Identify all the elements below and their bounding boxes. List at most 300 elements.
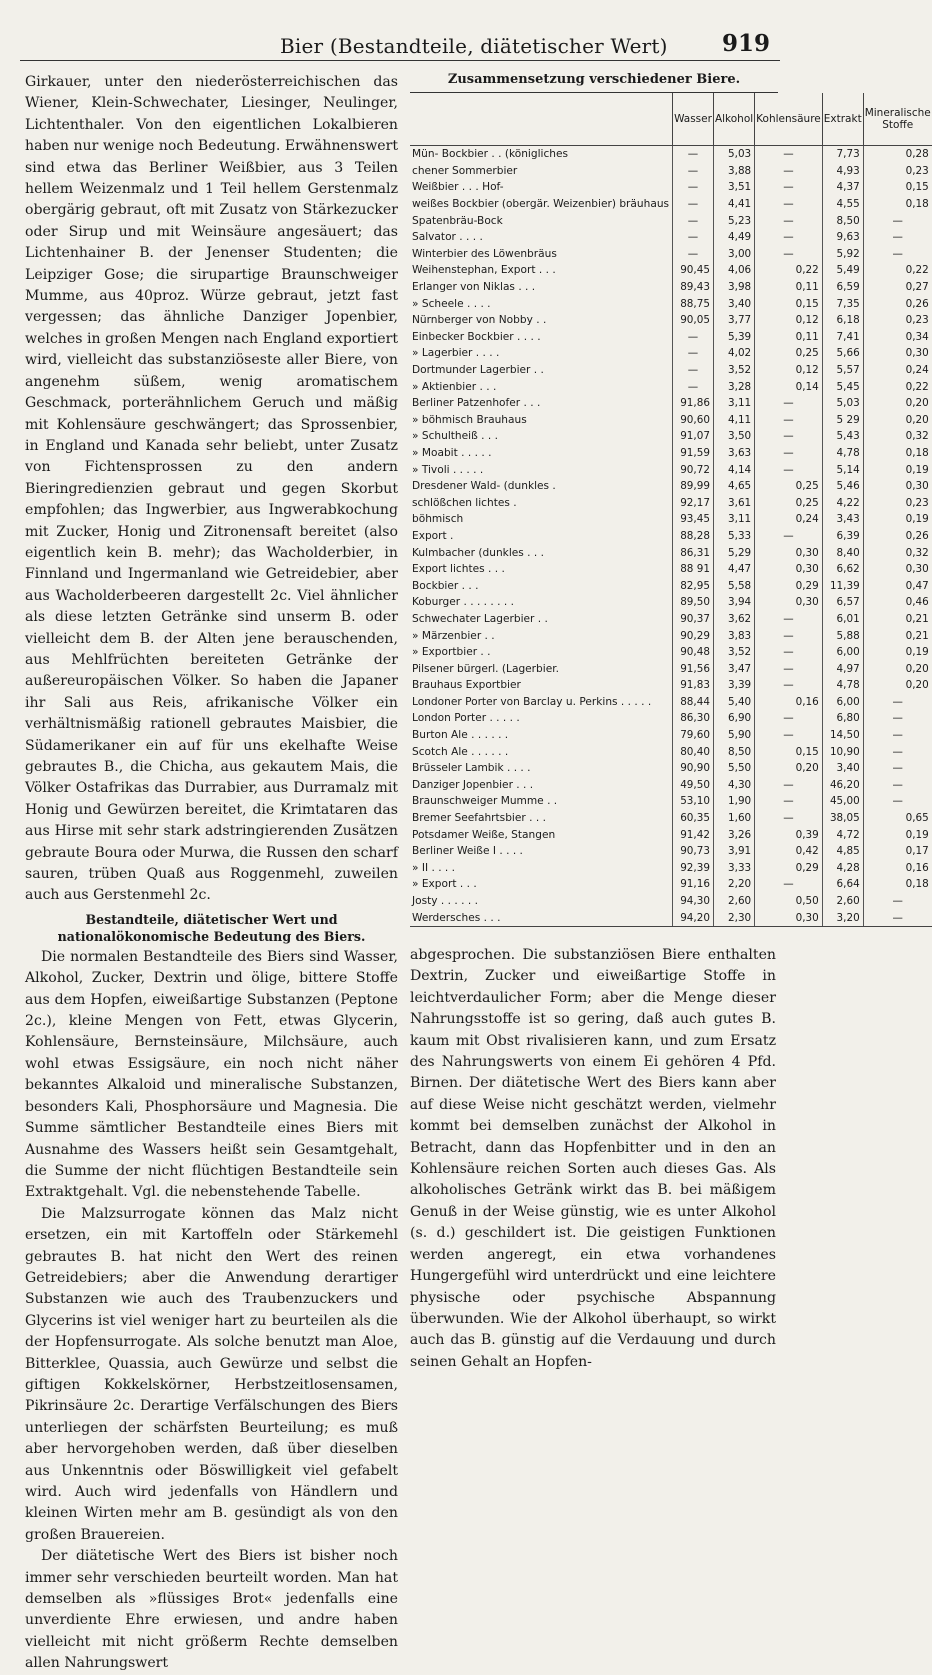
table-row <box>410 777 932 794</box>
value-cell: 0,25 <box>755 478 823 495</box>
paragraph-dietetic-value: Der diätetische Wert des Biers ist bisher noch immer sehr verschieden beurteilt worden. Man hat demselben als »flüssiges Brot« jedenfalls eine unverdiente Ehre erwiesen, und andre haben vielleicht mit nicht größerm Rechte demselben allen Nahrungswert <box>25 1548 398 1672</box>
table-row <box>410 179 932 196</box>
table-row <box>410 163 932 180</box>
section-heading: Bestandteile, diätetischer Wert und nationalökonomische Bedeutung des Biers. <box>57 911 366 944</box>
value-cell: 0,19 <box>863 644 932 661</box>
beer-name-cell: Export . <box>412 529 454 542</box>
beer-name-cell: Kulmbacher (dunkles . . . <box>412 546 544 559</box>
value-cell: 0,24 <box>863 362 932 379</box>
value-cell: — <box>863 743 932 760</box>
value-cell: 0,20 <box>863 677 932 694</box>
value-cell: 89,99 <box>673 478 714 495</box>
left-column <box>25 72 398 1675</box>
value-cell: 3,39 <box>713 677 754 694</box>
column-header: Alkohol <box>713 93 754 146</box>
value-cell: 8,40 <box>822 544 863 561</box>
value-cell: 0,20 <box>863 395 932 412</box>
value-cell: — <box>755 163 823 180</box>
table-row <box>410 196 932 213</box>
table-row <box>410 146 932 163</box>
value-cell: 3,52 <box>713 644 754 661</box>
value-cell: 1,60 <box>713 810 754 827</box>
value-cell: 4,11 <box>713 412 754 429</box>
value-cell: — <box>673 196 714 213</box>
beer-name-cell: London Porter . . . . . <box>412 712 520 725</box>
value-cell: 0,21 <box>863 627 932 644</box>
table-row <box>410 594 932 611</box>
beer-name-cell: Bockbier . . . <box>412 579 479 592</box>
beer-name-cell: Burton Ale . . . . . . <box>412 729 509 742</box>
value-cell: 3,11 <box>713 511 754 528</box>
value-cell: 5,39 <box>713 329 754 346</box>
value-cell: 0,20 <box>755 760 823 777</box>
page-number: 919 <box>721 30 770 57</box>
table-row <box>410 793 932 810</box>
value-cell: — <box>755 611 823 628</box>
value-cell: — <box>863 246 932 263</box>
beer-name-cell: Spatenbräu-Bock <box>412 214 503 227</box>
beer-name-cell: » Märzenbier . . <box>412 629 495 642</box>
table-row <box>410 876 932 893</box>
beer-name-cell: Nürnberger von Nobby . . <box>412 314 547 327</box>
beer-name-cell: » böhmisch Brauhaus <box>412 413 527 426</box>
table-row <box>410 229 932 246</box>
value-cell: 0,22 <box>755 262 823 279</box>
value-cell: 3,43 <box>822 511 863 528</box>
beer-name-cell: Schwechater Lagerbier . . <box>412 612 548 625</box>
beer-name-cell: Dortmunder Lagerbier . . <box>412 364 544 377</box>
value-cell: 0,30 <box>755 544 823 561</box>
value-cell: 7,35 <box>822 295 863 312</box>
value-cell: 0,32 <box>863 544 932 561</box>
value-cell: 0,11 <box>755 279 823 296</box>
value-cell: 53,10 <box>673 793 714 810</box>
table-row <box>410 445 932 462</box>
value-cell: 0,18 <box>863 445 932 462</box>
value-cell: 3,20 <box>822 909 863 926</box>
table-title: Zusammensetzung verschiedener Biere. <box>410 72 778 93</box>
value-cell: 0,18 <box>863 196 932 213</box>
value-cell: 4,47 <box>713 561 754 578</box>
value-cell: 0,22 <box>863 262 932 279</box>
table-row <box>410 644 932 661</box>
value-cell: 90,37 <box>673 611 714 628</box>
beer-name-cell: Werdersches . . . <box>410 909 673 926</box>
value-cell: 0,30 <box>863 561 932 578</box>
value-cell: 0,12 <box>755 312 823 329</box>
value-cell: 0,32 <box>863 428 932 445</box>
value-cell: — <box>863 760 932 777</box>
value-cell: — <box>863 727 932 744</box>
table-row <box>410 428 932 445</box>
value-cell: 6,01 <box>822 611 863 628</box>
value-cell: 0,24 <box>755 511 823 528</box>
table-row <box>410 312 932 329</box>
value-cell: — <box>673 163 714 180</box>
value-cell: 4,02 <box>713 345 754 362</box>
table-row <box>410 212 932 229</box>
value-cell: 3,11 <box>713 395 754 412</box>
value-cell: 0,15 <box>863 179 932 196</box>
value-cell: 4,41 <box>713 196 754 213</box>
value-cell: 3,91 <box>713 843 754 860</box>
value-cell: 60,35 <box>673 810 714 827</box>
value-cell: 3,28 <box>713 378 754 395</box>
value-cell: 7,73 <box>822 146 863 163</box>
value-cell: 2,20 <box>713 876 754 893</box>
value-cell: 0,23 <box>863 494 932 511</box>
value-cell: 91,07 <box>673 428 714 445</box>
value-cell: 5,66 <box>822 345 863 362</box>
beer-name-cell: Erlanger von Niklas . . . <box>412 281 536 294</box>
value-cell: 8,50 <box>822 212 863 229</box>
value-cell: 3,62 <box>713 611 754 628</box>
value-cell: — <box>755 644 823 661</box>
table-row <box>410 611 932 628</box>
value-cell: 0,22 <box>863 378 932 395</box>
value-cell: 6,80 <box>822 710 863 727</box>
value-cell: 2,30 <box>713 909 754 926</box>
value-cell: 3,61 <box>713 494 754 511</box>
value-cell: 0,20 <box>863 412 932 429</box>
value-cell: 88,44 <box>673 694 714 711</box>
value-cell: 0,30 <box>863 478 932 495</box>
value-cell: 92,17 <box>673 494 714 511</box>
value-cell: 0,15 <box>755 743 823 760</box>
table-header-row <box>410 93 932 146</box>
table-row <box>410 478 932 495</box>
value-cell: 11,39 <box>822 577 863 594</box>
table-row <box>410 577 932 594</box>
beer-name-cell: Berliner Patzenhofer . . . <box>412 397 541 410</box>
table-row <box>410 528 932 545</box>
value-cell: 91,42 <box>673 826 714 843</box>
table-row <box>410 677 932 694</box>
beer-name-cell: » Schultheiß . . . <box>412 430 498 443</box>
value-cell: 49,50 <box>673 777 714 794</box>
beer-name-cell: Brauhaus Exportbier <box>412 679 521 692</box>
value-cell: 6,59 <box>822 279 863 296</box>
value-cell: — <box>755 395 823 412</box>
value-cell: 4,93 <box>822 163 863 180</box>
value-cell: 0,12 <box>755 362 823 379</box>
value-cell: — <box>755 876 823 893</box>
table-row <box>410 246 932 263</box>
value-cell: 3,40 <box>822 760 863 777</box>
column-header: Kohlensäure <box>755 93 823 146</box>
value-cell: 88 91 <box>673 561 714 578</box>
value-cell: 4,06 <box>713 262 754 279</box>
value-cell: — <box>673 329 714 346</box>
value-cell: 4,14 <box>713 461 754 478</box>
value-cell: — <box>673 229 714 246</box>
beer-name-cell: Export lichtes . . . <box>412 563 505 576</box>
value-cell: 0,27 <box>863 279 932 296</box>
value-cell: 0,29 <box>755 860 823 877</box>
value-cell: 9,63 <box>822 229 863 246</box>
beer-name-cell: Salvator . . . . <box>412 231 483 244</box>
value-cell: 90,90 <box>673 760 714 777</box>
value-cell: — <box>755 660 823 677</box>
value-cell: 0,65 <box>863 810 932 827</box>
value-cell: 0,14 <box>755 378 823 395</box>
table-row <box>410 810 932 827</box>
value-cell: — <box>673 179 714 196</box>
table-row <box>410 843 932 860</box>
value-cell: 91,83 <box>673 677 714 694</box>
beer-name-cell: » Tivoli . . . . . <box>412 463 484 476</box>
page-header <box>20 14 780 61</box>
value-cell: — <box>863 710 932 727</box>
value-cell: 0,30 <box>755 909 823 926</box>
value-cell: 4,78 <box>822 677 863 694</box>
beer-name-cell: » Moabit . . . . . <box>412 446 492 459</box>
value-cell: — <box>755 212 823 229</box>
value-cell: 88,28 <box>673 528 714 545</box>
value-cell: — <box>755 528 823 545</box>
value-cell: — <box>755 428 823 445</box>
table-row <box>410 362 932 379</box>
value-cell: 2,60 <box>713 893 754 910</box>
value-cell: 94,20 <box>673 909 714 926</box>
value-cell: — <box>755 229 823 246</box>
value-cell: 4,37 <box>822 179 863 196</box>
value-cell: 3,26 <box>713 826 754 843</box>
column-header: Mineralische Stoffe <box>863 93 932 146</box>
table-row <box>410 395 932 412</box>
value-cell: — <box>755 777 823 794</box>
beer-name-cell: » Aktienbier . . . <box>412 380 497 393</box>
value-cell: 6,90 <box>713 710 754 727</box>
value-cell: 5,92 <box>822 246 863 263</box>
beer-name-cell: Pilsener bürgerl. (Lagerbier. <box>412 662 559 675</box>
right-column-bottom-text <box>410 945 776 1373</box>
beer-name-cell: Brüsseler Lambik . . . . <box>412 762 531 775</box>
value-cell: 0,42 <box>755 843 823 860</box>
value-cell: 5,57 <box>822 362 863 379</box>
value-cell: 5,23 <box>713 212 754 229</box>
value-cell: 0,23 <box>863 312 932 329</box>
value-cell: 0,17 <box>863 843 932 860</box>
value-cell: 0,30 <box>863 345 932 362</box>
value-cell: 0,46 <box>863 594 932 611</box>
beer-name-cell: böhmisch <box>412 513 464 526</box>
value-cell: 10,90 <box>822 743 863 760</box>
beer-name-cell: schlößchen lichtes . <box>412 496 517 509</box>
value-cell: 0,26 <box>863 528 932 545</box>
value-cell: 0,21 <box>863 611 932 628</box>
value-cell: 4,78 <box>822 445 863 462</box>
table-row <box>410 279 932 296</box>
value-cell: 91,16 <box>673 876 714 893</box>
beer-name-cell: Berliner Weiße I . . . . <box>412 845 523 858</box>
value-cell: 82,95 <box>673 577 714 594</box>
value-cell: 46,20 <box>822 777 863 794</box>
running-title: Bier (Bestandteile, diätetischer Wert) <box>280 34 668 58</box>
beer-name-cell: Winterbier des Löwenbräus <box>412 247 557 260</box>
value-cell: 0,16 <box>863 860 932 877</box>
value-cell: — <box>755 677 823 694</box>
value-cell: 93,45 <box>673 511 714 528</box>
value-cell: — <box>863 793 932 810</box>
value-cell: 6,64 <box>822 876 863 893</box>
value-cell: 45,00 <box>822 793 863 810</box>
value-cell: — <box>755 412 823 429</box>
beer-name-cell: Weihenstephan, Export . . . <box>412 264 556 277</box>
paragraph-components: Die normalen Bestandteile des Biers sind Wasser, Alkohol, Zucker, Dextrin und ölige, bittere Stoffe aus dem Hopfen, eiweißartige Substanzen (Peptone 2c.), kleine Mengen von Fett, etwas Glycerin, Kohlensäure, Bernsteinsäure, Milchsäure, auch wohl etwas Essigsäure, ein noch nicht näher bekanntes Alkaloid und mineralische Substanzen, besonders Kali, Phosphorsäure und Magnesia. Die Summe sämtlicher Bestandteile eines Biers mit Ausnahme des Wassers heißt sein Gesamtgehalt, die Summe der nicht flüchtigen Bestandteile sein Extraktgehalt. Vgl. die nebenstehende Tabelle. <box>25 948 398 1201</box>
value-cell: 4,22 <box>822 494 863 511</box>
value-cell: 0,20 <box>863 660 932 677</box>
value-cell: 0,16 <box>755 694 823 711</box>
value-cell: 6,00 <box>822 644 863 661</box>
value-cell: — <box>673 345 714 362</box>
value-cell: 3,51 <box>713 179 754 196</box>
value-cell: — <box>863 909 932 926</box>
value-cell: 90,48 <box>673 644 714 661</box>
value-cell: 0,34 <box>863 329 932 346</box>
value-cell: 0,19 <box>863 826 932 843</box>
table-row <box>410 826 932 843</box>
value-cell: 5,03 <box>822 395 863 412</box>
value-cell: 3,83 <box>713 627 754 644</box>
value-cell: 0,15 <box>755 295 823 312</box>
value-cell: 4,55 <box>822 196 863 213</box>
beer-name-cell: Potsdamer Weiße, Stangen <box>412 828 556 841</box>
value-cell: 91,86 <box>673 395 714 412</box>
value-cell: 90,60 <box>673 412 714 429</box>
value-cell: 0,19 <box>863 461 932 478</box>
beer-name-cell: » II . . . . <box>412 861 456 874</box>
value-cell: 90,05 <box>673 312 714 329</box>
value-cell: 89,50 <box>673 594 714 611</box>
value-cell: 0,47 <box>863 577 932 594</box>
value-cell: 6,62 <box>822 561 863 578</box>
value-cell: — <box>863 212 932 229</box>
value-cell: 7,41 <box>822 329 863 346</box>
value-cell: 90,73 <box>673 843 714 860</box>
value-cell: 0,25 <box>755 494 823 511</box>
value-cell: 5,46 <box>822 478 863 495</box>
value-cell: — <box>755 179 823 196</box>
value-cell: 6,57 <box>822 594 863 611</box>
value-cell: — <box>673 246 714 263</box>
value-cell: 0,30 <box>755 594 823 611</box>
value-cell: 4,28 <box>822 860 863 877</box>
beer-name-cell: Mün- Bockbier . . (königliches <box>412 148 569 161</box>
beer-name-cell: » Lagerbier . . . . <box>412 347 500 360</box>
value-cell: 4,97 <box>822 660 863 677</box>
value-cell: 3,33 <box>713 860 754 877</box>
table-row <box>410 893 932 910</box>
value-cell: 91,59 <box>673 445 714 462</box>
table-row <box>410 909 932 926</box>
table-row <box>410 412 932 429</box>
beer-name-cell: Koburger . . . . . . . . <box>412 596 514 609</box>
value-cell: 90,72 <box>673 461 714 478</box>
value-cell: 4,85 <box>822 843 863 860</box>
paragraph-continuation: abgesprochen. Die substanziösen Biere enthalten Dextrin, Zucker und eiweißartige Stoffe in leichtverdaulicher Form; aber die Menge dieser Nahrungsstoffe ist so gering, daß auch gutes B. kaum mit Obst rivalisieren kann, und zum Ersatz des Nahrungswerts von einem Ei gehören 4 Pfd. Birnen. Der diätetische Wert des Biers kann aber auf diese Weise nicht geschätzt werden, vielmehr kommt bei demselben zunächst der Alkohol in Betracht, dann das Hopfenbitter und in den an Kohlensäure reichen Sorten auch dieses Gas. Als alkoholisches Getränk wirkt das B. bei mäßigem Genuß in der Weise günstig, wie es unter Alkohol (s. d.) geschildert ist. Die geistigen Funktionen werden angeregt, ein etwa vorhandenes Hungergefühl wird unterdrückt und eine leichtere physische oder psychische Abspannung überwunden. Wie der Alkohol überhaupt, so wirkt auch das B. günstig auf die Verdauung und durch seinen Gehalt an Hopfen- <box>410 947 776 1370</box>
value-cell: 3,63 <box>713 445 754 462</box>
table-row <box>410 345 932 362</box>
value-cell: — <box>755 810 823 827</box>
beer-name-cell: Weißbier . . . Hof- <box>412 181 504 194</box>
value-cell: 0,11 <box>755 329 823 346</box>
value-cell: 14,50 <box>822 727 863 744</box>
value-cell: — <box>673 378 714 395</box>
value-cell: — <box>673 212 714 229</box>
value-cell: — <box>755 445 823 462</box>
value-cell: 5,33 <box>713 528 754 545</box>
value-cell: 80,40 <box>673 743 714 760</box>
value-cell: 6,00 <box>822 694 863 711</box>
value-cell: — <box>755 793 823 810</box>
value-cell: 90,29 <box>673 627 714 644</box>
value-cell: — <box>863 229 932 246</box>
beer-name-cell: Danziger Jopenbier . . . <box>412 778 534 791</box>
value-cell: 5,50 <box>713 760 754 777</box>
table-row <box>410 627 932 644</box>
value-cell: 3,40 <box>713 295 754 312</box>
value-cell: 5,58 <box>713 577 754 594</box>
value-cell: 5,40 <box>713 694 754 711</box>
value-cell: 2,60 <box>822 893 863 910</box>
value-cell: 4,30 <box>713 777 754 794</box>
value-cell: 3,77 <box>713 312 754 329</box>
value-cell: 79,60 <box>673 727 714 744</box>
value-cell: 89,43 <box>673 279 714 296</box>
value-cell: 4,49 <box>713 229 754 246</box>
value-cell: 6,18 <box>822 312 863 329</box>
beer-name-cell: Londoner Porter von Barclay u. Perkins . . . . . <box>412 695 652 708</box>
table-row <box>410 378 932 395</box>
value-cell: 38,05 <box>822 810 863 827</box>
table-row <box>410 461 932 478</box>
value-cell: 3,94 <box>713 594 754 611</box>
value-cell: — <box>755 146 823 163</box>
value-cell: — <box>755 627 823 644</box>
value-cell: 5,14 <box>822 461 863 478</box>
column-header: Wasser <box>673 93 714 146</box>
value-cell: — <box>863 777 932 794</box>
value-cell: — <box>755 727 823 744</box>
value-cell: 5,88 <box>822 627 863 644</box>
value-cell: — <box>673 362 714 379</box>
value-cell: 5,90 <box>713 727 754 744</box>
table-row <box>410 329 932 346</box>
beer-name-cell: Josty . . . . . . <box>412 895 478 908</box>
value-cell: 94,30 <box>673 893 714 910</box>
value-cell: 86,31 <box>673 544 714 561</box>
value-cell: 0,25 <box>755 345 823 362</box>
value-cell: 3,52 <box>713 362 754 379</box>
beer-name-cell: weißes Bockbier (obergär. Weizenbier) bräuhaus <box>412 198 670 211</box>
value-cell: 3,00 <box>713 246 754 263</box>
value-cell: 0,19 <box>863 511 932 528</box>
table-row <box>410 511 932 528</box>
value-cell: — <box>755 461 823 478</box>
beer-name-cell: Scotch Ale . . . . . . <box>412 745 509 758</box>
value-cell: 0,50 <box>755 893 823 910</box>
value-cell: — <box>755 710 823 727</box>
value-cell: 88,75 <box>673 295 714 312</box>
value-cell: 4,72 <box>822 826 863 843</box>
beer-name-cell: Braunschweiger Mumme . . <box>412 795 558 808</box>
value-cell: 91,56 <box>673 660 714 677</box>
table-row <box>410 743 932 760</box>
paragraph-surrogates: Die Malzsurrogate können das Malz nicht ersetzen, ein mit Kartoffeln oder Stärkemehl gebrautes B. hat nicht den Wert des reinen Getreidebiers; aber die Anwendung derartiger Substanzen wie auch des Traubenzuckers und Glycerins ist viel weniger hart zu beurteilen als die der Hopfensurrogate. Als solche benutzt man Aloe, Bitterklee, Quassia, auch Gewürze und selbst die giftigen Kokkelskörner, Herbstzeitlosensamen, Pikrinsäure 2c. Derartige Verfälschungen des Biers unterliegen der schärfsten Beurteilung; es muß aber hervorgehoben werden, daß über dieselben aus Unkenntnis oder Böswilligkeit viel gefabelt wird. Auch wird jedenfalls von Händlern und kleinen Wirten mehr am B. gesündigt als von den großen Brauereien. <box>25 1205 398 1543</box>
value-cell: 5 29 <box>822 412 863 429</box>
beer-composition-table-area <box>410 72 931 927</box>
